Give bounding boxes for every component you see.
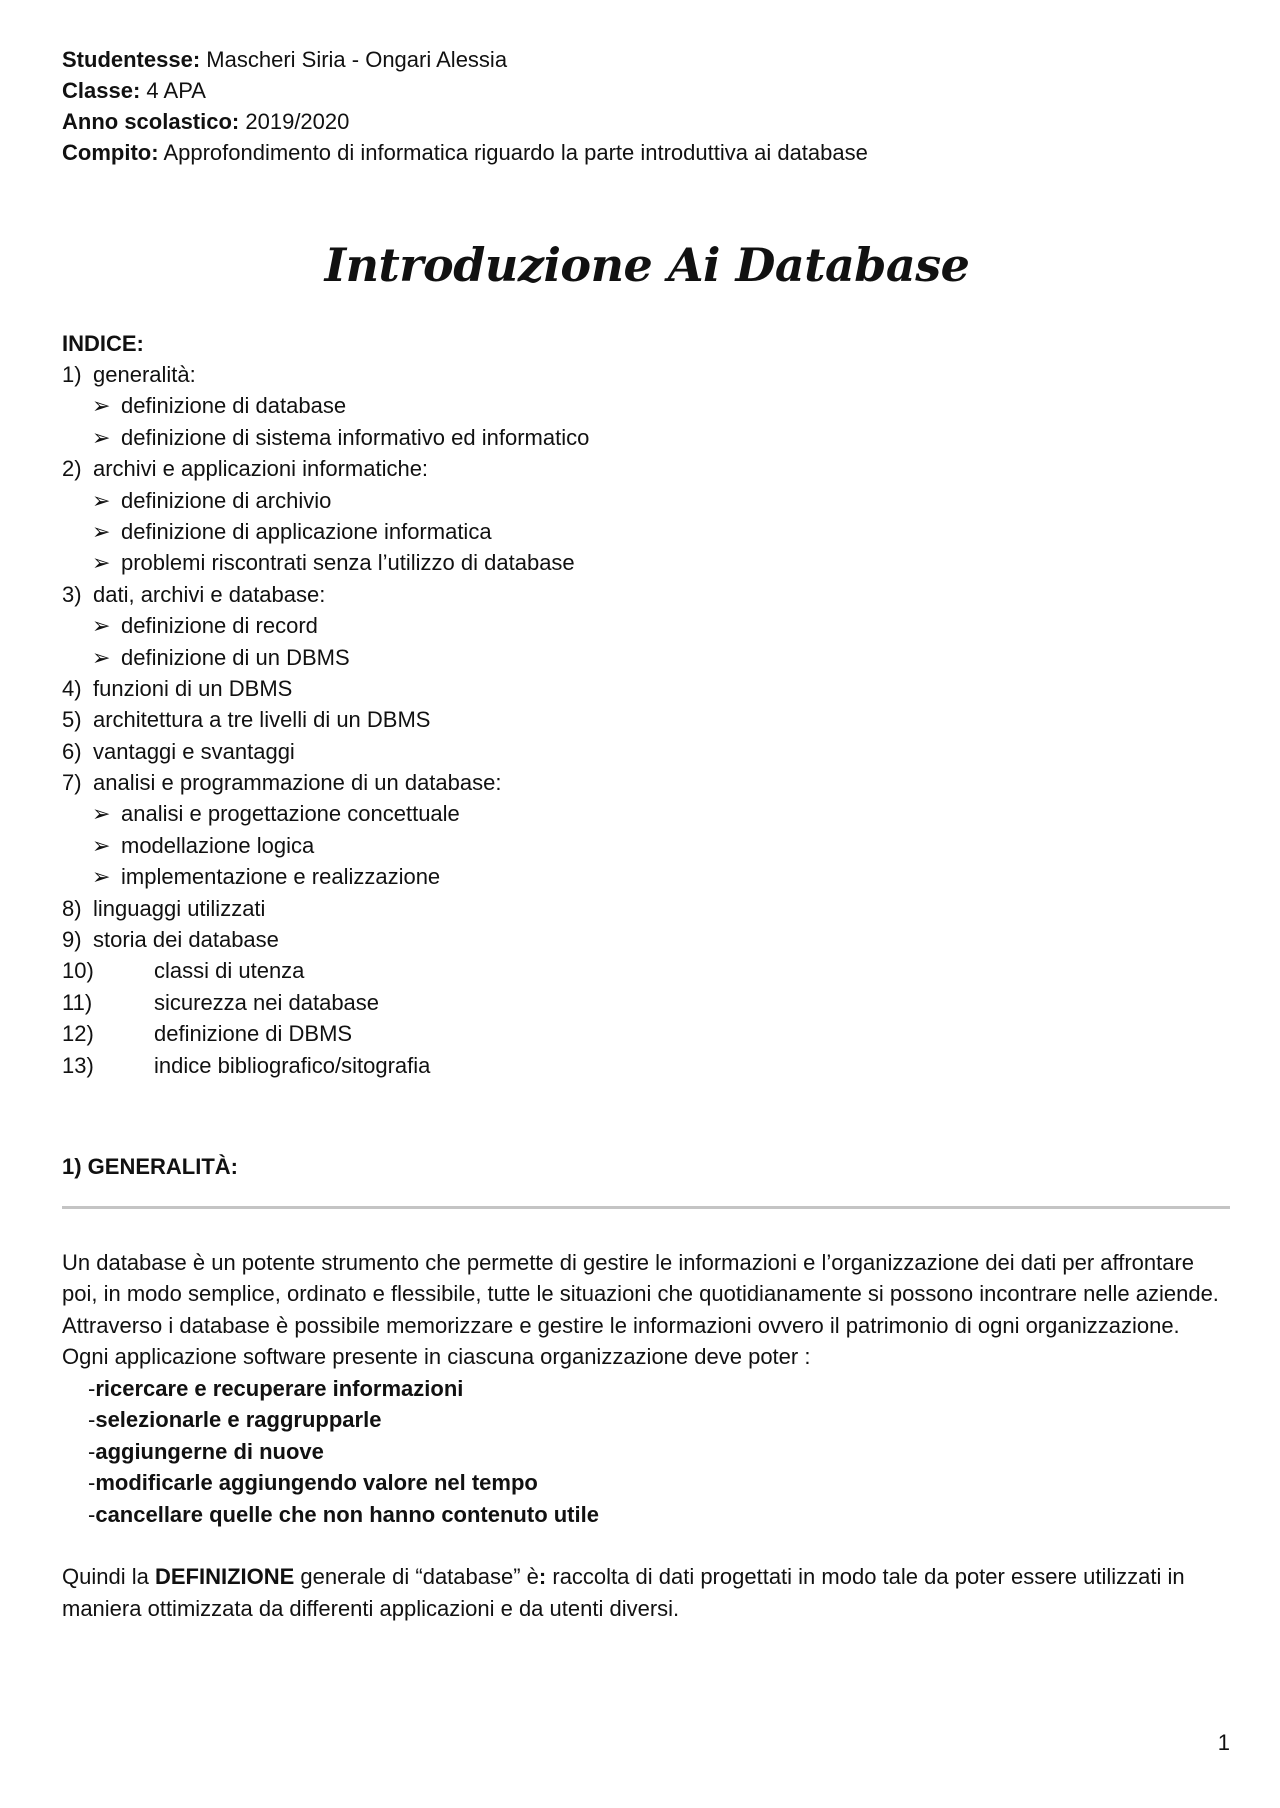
toc-subitem-label: implementazione e realizzazione	[121, 864, 441, 890]
definition-keyword: DEFINIZIONE	[154, 1564, 295, 1590]
list-item-text: selezionarle e raggrupparle	[95, 1407, 382, 1433]
toc-item	[62, 987, 1232, 1018]
year-value: 2019/2020	[245, 109, 350, 134]
toc-item-number: 5)	[62, 707, 82, 733]
toc-item	[62, 893, 1232, 924]
task-label: Compito:	[62, 140, 159, 165]
toc-subitem	[62, 610, 1232, 641]
task-line	[62, 137, 1232, 168]
list-item	[62, 1373, 1232, 1405]
dash-bullet: -	[88, 1375, 96, 1401]
table-of-contents	[62, 359, 1232, 1081]
paragraph: Ogni applicazione software presente in ciascuna organizzazione deve poter :	[62, 1344, 811, 1370]
toc-item-number: 2)	[62, 456, 82, 482]
arrow-bullet-icon: ➢	[92, 864, 111, 890]
toc-subitem	[62, 516, 1232, 547]
definition-colon: :	[538, 1564, 547, 1590]
section-divider	[62, 1206, 1230, 1209]
arrow-bullet-icon: ➢	[92, 801, 111, 827]
toc-subitem-label: definizione di un DBMS	[121, 644, 350, 670]
toc-item-number: 3)	[62, 581, 82, 607]
dash-bullet: -	[88, 1501, 96, 1527]
arrow-bullet-icon: ➢	[92, 487, 111, 513]
list-item-text: modificarle aggiungendo valore nel tempo	[95, 1470, 538, 1496]
dash-bullet: -	[88, 1407, 96, 1433]
toc-item-label: vantaggi e svantaggi	[93, 738, 295, 764]
capabilities-list	[62, 1373, 1232, 1531]
toc-item	[62, 955, 1232, 986]
toc-item	[62, 736, 1232, 767]
section-heading: 1) GENERALITÀ:	[62, 1153, 238, 1179]
paragraph: Attraverso i database è possibile memorizzare e gestire le informazioni ovvero il patrimonio di ogni organizzazione.	[62, 1312, 1180, 1338]
toc-subitem	[62, 830, 1232, 861]
list-item	[62, 1499, 1232, 1531]
toc-subitem-label: modellazione logica	[121, 832, 315, 858]
toc-subitem	[62, 547, 1232, 578]
dash-bullet: -	[88, 1438, 96, 1464]
class-line	[62, 75, 1232, 106]
arrow-bullet-icon: ➢	[92, 613, 111, 639]
toc-item	[62, 704, 1232, 735]
toc-subitem	[62, 642, 1232, 673]
toc-item	[62, 767, 1232, 798]
toc-subitem	[62, 390, 1232, 421]
toc-item-number: 4)	[62, 675, 82, 701]
arrow-bullet-icon: ➢	[92, 550, 111, 576]
toc-item-number: 13)	[62, 1052, 94, 1078]
list-item	[62, 1404, 1232, 1436]
toc-subitem-label: definizione di archivio	[121, 487, 332, 513]
toc-item-label: analisi e programmazione di un database:	[93, 770, 502, 796]
toc-item-number: 9)	[62, 927, 82, 953]
toc-item-label: storia dei database	[93, 927, 279, 953]
toc-item-number: 6)	[62, 738, 82, 764]
toc-item-number: 7)	[62, 770, 82, 796]
toc-item	[62, 359, 1232, 390]
toc-item-label: indice bibliografico/sitografia	[154, 1052, 431, 1078]
toc-item	[62, 1050, 1232, 1081]
dash-bullet: -	[88, 1470, 96, 1496]
students-label: Studentesse:	[62, 47, 201, 72]
arrow-bullet-icon: ➢	[92, 393, 111, 419]
toc-item-label: funzioni di un DBMS	[93, 675, 293, 701]
list-item-text: cancellare quelle che non hanno contenuto utile	[95, 1501, 599, 1527]
definition-pre: Quindi la	[62, 1564, 155, 1590]
definition-paragraph	[62, 1561, 1232, 1624]
section-body	[62, 1247, 1232, 1625]
toc-subitem-label: definizione di sistema informativo ed informatico	[121, 424, 590, 450]
toc-item	[62, 673, 1232, 704]
page-number: 1	[1217, 1730, 1230, 1755]
toc-item-number: 1)	[62, 362, 82, 387]
toc-item-label: archivi e applicazioni informatiche:	[93, 456, 429, 482]
toc-item-label: classi di utenza	[154, 958, 305, 984]
toc-item	[62, 924, 1232, 955]
list-item-text: aggiungerne di nuove	[95, 1438, 324, 1464]
toc-item-number: 8)	[62, 895, 82, 921]
toc-item-number: 10)	[62, 958, 94, 984]
toc-subitem	[62, 798, 1232, 829]
toc-item-label: architettura a tre livelli di un DBMS	[93, 707, 431, 733]
year-line	[62, 106, 1232, 137]
toc-subitem	[62, 422, 1232, 453]
toc-item-label: definizione di DBMS	[154, 1021, 353, 1047]
year-label: Anno scolastico:	[62, 109, 240, 134]
toc-item	[62, 453, 1232, 484]
toc-item	[62, 579, 1232, 610]
paragraph: Un database è un potente strumento che permette di gestire le informazioni e l’organizzazione dei dati per affrontare poi, in modo semplice, ordinato e flessibile, tutte le situazioni che quotidianamente si possono incontrare nelle aziende.	[62, 1249, 1219, 1307]
arrow-bullet-icon: ➢	[92, 518, 111, 544]
class-value: 4 APA	[146, 78, 206, 103]
toc-item-label: linguaggi utilizzati	[93, 895, 266, 921]
toc-item-label: dati, archivi e database:	[93, 581, 326, 607]
task-value: Approfondimento di informatica riguardo la parte introduttiva ai database	[163, 140, 868, 165]
list-item-text: ricercare e recuperare informazioni	[95, 1375, 464, 1401]
page-title: Introduzione Ai Database	[324, 238, 970, 292]
toc-subitem	[62, 861, 1232, 892]
toc-subitem-label: definizione di applicazione informatica	[121, 518, 492, 544]
toc-item-label: generalità:	[93, 362, 196, 387]
document-page	[62, 44, 1232, 1624]
index-heading: INDICE:	[62, 331, 144, 356]
students-line	[62, 44, 1232, 75]
arrow-bullet-icon: ➢	[92, 644, 111, 670]
definition-mid: generale di “database” è	[294, 1564, 539, 1590]
list-item	[62, 1467, 1232, 1499]
toc-subitem-label: analisi e progettazione concettuale	[121, 801, 460, 827]
toc-item-label: sicurezza nei database	[154, 989, 380, 1015]
toc-subitem-label: definizione di record	[121, 613, 318, 639]
toc-subitem-label: definizione di database	[121, 393, 347, 419]
toc-item	[62, 1018, 1232, 1049]
toc-subitem-label: problemi riscontrati senza l’utilizzo di database	[121, 550, 575, 576]
definition-text: raccolta di dati progettati in modo tale da poter essere utilizzati in maniera ottimizzata da differenti applicazioni e da utenti diversi.	[62, 1564, 1185, 1621]
arrow-bullet-icon: ➢	[92, 424, 111, 450]
toc-subitem	[62, 485, 1232, 516]
toc-item-number: 11)	[62, 989, 93, 1015]
class-label: Classe:	[62, 78, 141, 103]
arrow-bullet-icon: ➢	[92, 832, 111, 858]
list-item	[62, 1436, 1232, 1468]
students-value: Mascheri Siria - Ongari Alessia	[206, 47, 508, 72]
toc-item-number: 12)	[62, 1021, 94, 1047]
